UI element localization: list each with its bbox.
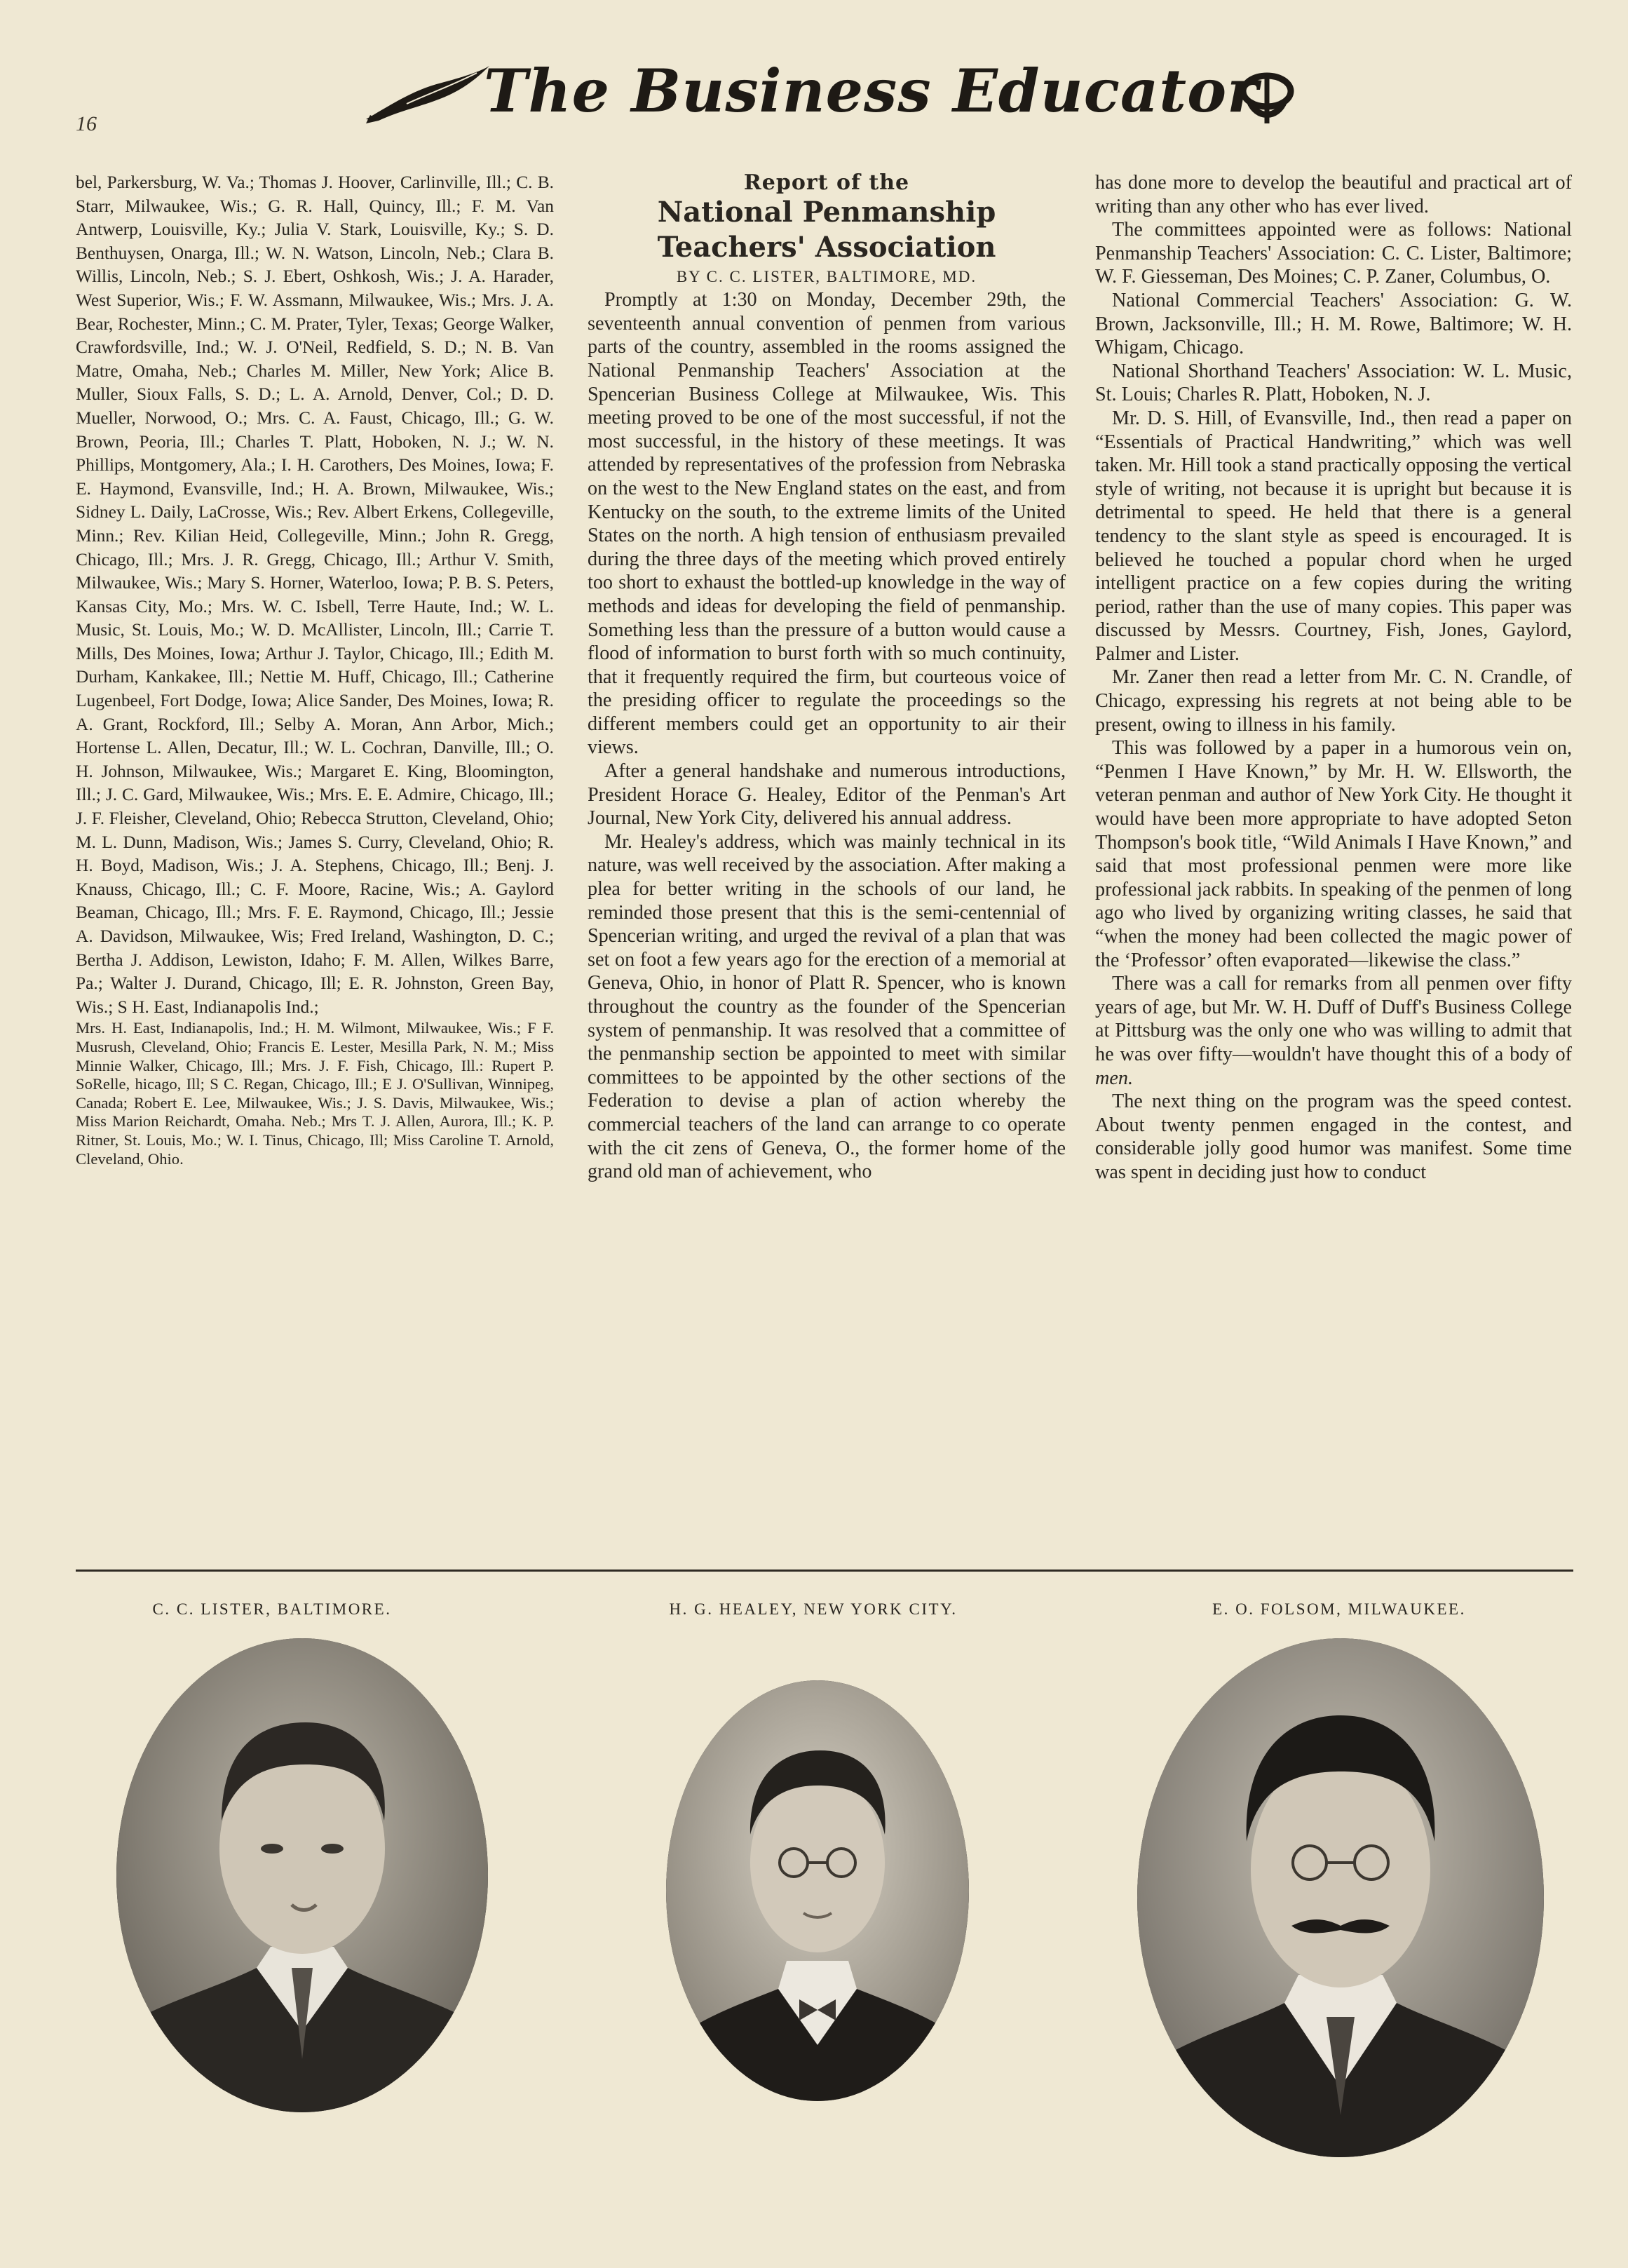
portrait-caption-lister: C. C. LISTER, BALTIMORE. xyxy=(152,1600,392,1618)
portrait-caption-folsom: E. O. FOLSOM, MILWAUKEE. xyxy=(1212,1600,1466,1618)
portrait-photo-folsom xyxy=(1137,1638,1544,2157)
article-byline: BY C. C. LISTER, BALTIMORE, MD. xyxy=(676,267,977,285)
article-column-right xyxy=(1095,171,1572,1184)
portrait-photo-healey xyxy=(666,1680,969,2101)
article-title: National Penmanship Teachers' Association xyxy=(657,195,996,264)
article-kicker: Report of the xyxy=(743,170,910,195)
article-paragraph: Mr. Zaner then read a letter from Mr. C. N. Crandle, of Chicago, expressing his regrets at not being able to be present, owing to illness in his family. xyxy=(1095,666,1572,736)
attendee-list: bel, Parkersburg, W. Va.; Thomas J. Hoover, Carlinville, Ill.; C. B. Starr, Milwaukee, Wis.; G. R. Hall, Quincy, Ill.; F. M. Van Antwerp, Louisville, Ky.; Julia V. Stark, Louisville, Ky.; S. D. Benthuysen, Onarga, Ill.; W. N. Watson, Lincoln, Neb.; Clara B. Willis, Lincoln, Neb.; S. J. Ebert, Oshkosh, Wis.; J. A. Harader, West Superior, Wis.; F. W. Assmann, Milwaukee, Wis.; Mrs. J. A. Bear, Rochester, Minn.; C. M. Prater, Tyler, Texas; George Walker, Crawfordsville, Ind.; W. J. O'Neil, Redfield, S. D.; N. B. Van Matre, Omaha, Neb.; Charles M. Miller, New York; Alice B. Muller, Sioux Falls, S. D.; L. A. Arnold, Denver, Col.; D. D. Mueller, Norwood, O.; Mrs. C. A. Faust, Chicago, Ill.; G. W. Brown, Peoria, Ill.; Charles T. Platt, Hoboken, N. J.; W. N. Phillips, Montgomery, Ala.; I. H. Carothers, Des Moines, Iowa; F. E. Haymond, Evansville, Ind.; H. A. Brown, Milwaukee, Wis.; Sidney L. Daily, LaCrosse, Wis.; Rev. Albert Erkens, Collegeville, Minn.; Rev. Kilian Heid, Collegeville, Minn.; John R. Gregg, Chicago, Ill.; Mrs. J. R. Gregg, Chicago, Ill.; Arthur V. Smith, Milwaukee, Wis.; Mary S. Horner, Waterloo, Iowa; P. B. S. Peters, Kansas City, Mo.; Mrs. W. C. Isbell, Terre Haute, Ind.; W. L. Music, St. Louis, Mo.; W. D. McAllister, Lincoln, Ill.; Carrie T. Mills, Des Moines, Iowa; Arthur J. Taylor, Chicago, Ill.; Edith M. Durham, Kankakee, Ill.; Nettie M. Huff, Chicago, Ill.; Catherine Lugenbeel, Fort Dodge, Iowa; Alice Sander, Des Moines, Iowa; R. A. Grant, Rockford, Ill.; Selby A. Moran, Ann Arbor, Mich.; Hortense L. Allen, Decatur, Ill.; W. L. Cochran, Danville, Ill.; O. H. Johnson, Milwaukee, Wis.; Margaret E. King, Bloomington, Ill.; J. C. Gard, Milwaukee, Wis.; Mrs. E. E. Admire, Chicago, Ill.; J. F. Fleisher, Cleveland, Ohio; Rebecca Strutton, Cleveland, Ohio; M. L. Dunn, Madison, Wis.; James S. Curry, Cleveland, Ohio; R. H. Boyd, Madison, Wis.; J. A. Stephens, Chicago, Ill.; Benj. J. Knauss, Chicago, Ill.; C. F. Moore, Racine, Wis.; A. Gaylord Beaman, Chicago, Ill.; Mrs. F. E. Raymond, Chicago, Ill.; Jessie A. Davidson, Milwaukee, Wis; Fred Ireland, Washington, D. C.; Bertha J. Addison, Lewiston, Idaho; F. M. Allen, Wilkes Barre, Pa.; Walter J. Durand, Chicago, Ill; E. R. Johnston, Green Bay, Wis.; S H. East, Indianapolis Ind.; xyxy=(76,173,554,1017)
emphasis-word: men. xyxy=(1095,1067,1134,1089)
portrait-photo-lister xyxy=(116,1638,488,2112)
attendee-list-continued: Mrs. H. East, Indianapolis, Ind.; H. M. Wilmont, Milwaukee, Wis.; F F. Musrush, Cleveland, Ohio; Francis E. Lester, Mesilla Park, N. M.; Miss Minnie Walker, Chicago, Ill.; Mrs. J. F. Fish, Chicago, Ill.: Rupert P. SoRelle, hicago, Ill; S C. Regan, Chicago, Ill.; E J. O'Sullivan, Winnipeg, Canada; Robert E. Lee, Milwaukee, Wis.; J. S. Davis, Milwaukee, Wis.; Miss Marion Reichardt, Omaha. Neb.; Mrs T. J. Allen, Aurora, Ill.; K. P. Ritner, St. Louis, Mo.; W. I. Tinus, Chicago, Ill; Miss Caroline T. Arnold, Cleveland, Ohio. xyxy=(76,1019,554,1168)
article-paragraph: National Commercial Teachers' Association: G. W. Brown, Jacksonville, Ill.; H. M. Rowe, Baltimore; W. H. Whigam, Chicago. xyxy=(1095,289,1572,359)
ornament-icon xyxy=(1235,70,1298,126)
portrait-caption-healey: H. G. HEALEY, NEW YORK CITY. xyxy=(669,1600,958,1618)
article-column-middle xyxy=(588,171,1066,1184)
attendee-list-column xyxy=(76,171,554,1168)
article-paragraph: This was followed by a paper in a humorous vein on, “Penmen I Have Known,” by Mr. H. W. Ellsworth, the veteran penman and author of New York City. He thought it would have been more appropriate to have adopted Seton Thompson's book title, “Wild Animals I Have Known,” and said that most professional penmen were more like professional jack rabbits. In speaking of the penmen of long ago who lived by organizing writing classes, he said that “when the money had been collected the magic power of the ‘Professor’ often evaporated—likewise the class.” xyxy=(1095,737,1572,971)
section-divider xyxy=(76,1570,1573,1572)
article-paragraph: The committees appointed were as follows: National Penmanship Teachers' Association: C. C. Lister, Baltimore; W. F. Giesseman, Des Moines; C. P. Zaner, Columbus, O. xyxy=(1095,219,1572,288)
article-paragraph: Promptly at 1:30 on Monday, December 29th, the seventeenth annual convention of penmen from various parts of the country, assembled in the rooms assigned the National Penmanship Teachers' Association at the Spencerian Business College at Milwaukee, Wis. This meeting proved to be one of the most successful, if not the most successful, in the history of these meetings. It was attended by representatives of the profession from Nebraska on the west to the New England states on the east, and from Kentucky on the south, to the extreme limits of the United States on the north. A high tension of enthusiasm prevailed during the three days of the meeting which proved entirely too short to exhaust the bottled-up knowledge in the way of methods and ideas for developing the field of penmanship. Something less than the pressure of a button would cause a flood of information to burst forth with so much continuity, that it frequently required the firm, but courteous voice of the presiding officer to regulate the proceedings so the different members could get an opportunity to air their views. xyxy=(588,289,1066,759)
article-paragraph: After a general handshake and numerous introductions, President Horace G. Healey, Editor of the Penman's Art Journal, New York City, delivered his annual address. xyxy=(588,760,1066,830)
article-paragraph: The next thing on the program was the speed contest. About twenty penmen engaged in the contest, and considerable jolly good humor was manifest. Some time was spent in deciding just how to conduct xyxy=(1095,1091,1572,1183)
quill-pen-icon xyxy=(365,62,491,125)
masthead-title: The Business Educator xyxy=(484,56,1259,126)
article-paragraph: Mr. D. S. Hill, of Evansville, Ind., then read a paper on “Essentials of Practical Handwriting,” which was well taken. Mr. Hill took a stand practically opposing the vertical style of writing, not because it is upright but because it is detrimental to speed. He held that there is a general tendency to the slant style as speed is encouraged. It is believed he touched a popular chord when he urged intelligent practice on a few copies during the writing period, rather than the use of many copies. This paper was discussed by Messrs. Courtney, Fish, Jones, Gaylord, Palmer and Lister. xyxy=(1095,407,1572,665)
article-paragraph: Mr. Healey's address, which was mainly technical in its nature, was well received by the association. After making a plea for better writing in the schools of our land, he reminded those present that this is the semi-centennial of Spencerian writing, and urged the revival of a plan that was set on foot a few years ago for the erection of a memorial at Geneva, Ohio, in honor of Platt R. Spencer, who is known throughout the country as the founder of the Spencerian system of penmanship. It was resolved that a committee of the penmanship section be appointed to meet with similar committees to be appointed by the other sections of the Federation to devise a plan of action whereby the commercial teachers of the land can arrange to co operate with the cit zens of Geneva, O., the former home of the grand old man of achievement, who xyxy=(588,830,1066,1183)
article-paragraph-with-emphasis xyxy=(1095,972,1572,1090)
article-paragraph: National Shorthand Teachers' Association: W. L. Music, St. Louis; Charles R. Platt, Hoboken, N. J. xyxy=(1095,360,1572,406)
article-paragraph: has done more to develop the beautiful and practical art of writing than any other who has ever lived. xyxy=(1095,172,1572,217)
page-number: 16 xyxy=(76,112,97,135)
article-paragraph-text: There was a call for remarks from all penmen over fifty years of age, but Mr. W. H. Duff of Duff's Business College at Pittsburg was the only one who was willing to admit that he was over fifty—wouldn't have thought this of a body of xyxy=(1095,973,1572,1065)
